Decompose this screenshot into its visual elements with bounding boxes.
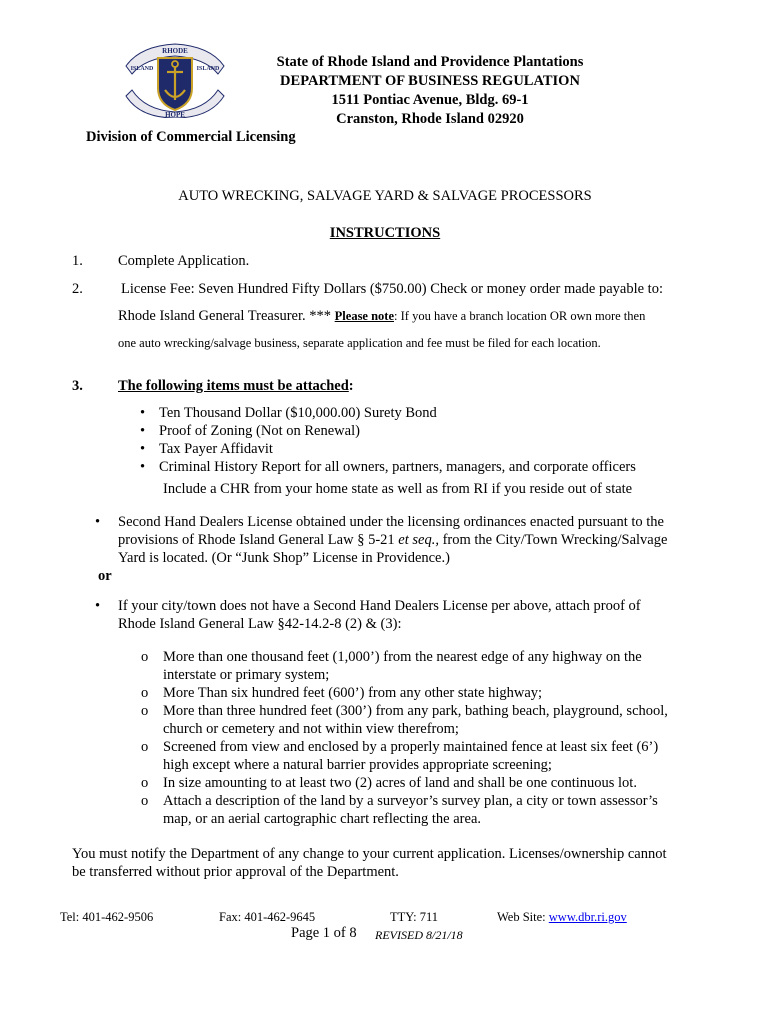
circle-bullet-icon: o: [141, 739, 149, 755]
item-2-line-2b: : If you have a branch location OR own more then: [394, 309, 646, 323]
please-note-label: Please note: [334, 309, 395, 323]
division-name: Division of Commercial Licensing: [86, 129, 296, 145]
footer-website: [497, 910, 627, 925]
no-license-line-1: If your city/town does not have a Second Hand Dealers License per above, attach proof of: [118, 598, 641, 614]
list-item: [141, 792, 668, 810]
instructions-heading: INSTRUCTIONS: [329, 225, 441, 241]
notice-line-2: be transferred without prior approval of the Department.: [72, 864, 399, 880]
item-2-number: 2.: [72, 281, 83, 297]
circle-bullet-icon: o: [141, 649, 149, 665]
bullet-second-hand: •: [95, 514, 101, 530]
footer-web-label: Web Site:: [497, 910, 549, 924]
second-hand-line-2a: provisions of Rhode Island General Law § 5-21: [118, 532, 399, 548]
circle-bullet-icon: o: [141, 793, 149, 809]
header-line-state: State of Rhode Island and Providence Plantations: [276, 54, 584, 70]
revised-date: REVISED 8/21/18: [375, 928, 463, 942]
page-number: Page 1 of 8: [291, 925, 357, 941]
footer-fax: Fax: 401-462-9645: [219, 910, 316, 924]
header-line-address: 1511 Pontiac Avenue, Bldg. 69-1: [331, 92, 529, 108]
list-item-continuation: map, or an aerial cartographic chart reflecting the area.: [163, 811, 482, 827]
item-3-heading: [118, 377, 354, 395]
criteria-text: More than three hundred feet (300’) from any park, bathing beach, playground, school,: [163, 703, 668, 719]
bullet-no-license: •: [95, 598, 101, 614]
second-hand-line-3: Yard is located. (Or “Junk Shop” License in Providence.): [118, 550, 450, 566]
or-separator: or: [98, 568, 112, 584]
item-1-number: 1.: [72, 253, 83, 269]
criteria-text: Attach a description of the land by a surveyor’s survey plan, a city or town assessor’s: [163, 793, 658, 809]
circle-bullet-icon: o: [141, 775, 149, 791]
item-1-text: Complete Application.: [118, 253, 250, 269]
list-item-continuation: church or cemetery and not within view therefrom;: [163, 721, 459, 737]
seal-right-text: ISLAND: [196, 66, 220, 72]
header-line-city: Cranston, Rhode Island 02920: [336, 111, 524, 127]
seal-top-text: RHODE: [162, 47, 188, 55]
list-item: [141, 684, 668, 702]
list-item: [141, 774, 668, 792]
list-item: [141, 648, 668, 666]
et-seq-text: et seq.,: [398, 532, 439, 548]
list-item: • Tax Payer Affidavit: [137, 440, 636, 458]
criteria-list: [141, 648, 668, 828]
seal-left-text: ISLAND: [130, 66, 154, 72]
footer-tty: TTY: 711: [390, 910, 439, 924]
item-2-line-2: [118, 307, 645, 325]
attachments-list: [137, 404, 636, 476]
list-item: • Proof of Zoning (Not on Renewal): [137, 422, 636, 440]
circle-bullet-icon: o: [141, 685, 149, 701]
chr-note: Include a CHR from your home state as well as from RI if you reside out of state: [163, 481, 633, 497]
no-license-line-2: Rhode Island General Law §42-14.2-8 (2) & (3):: [118, 616, 402, 632]
criteria-text: More than one thousand feet (1,000’) from the nearest edge of any highway on the: [163, 649, 642, 665]
criteria-text: More Than six hundred feet (600’) from any other state highway;: [163, 685, 543, 701]
criteria-text: In size amounting to at least two (2) acres of land and shall be one continuous lot.: [163, 775, 637, 791]
list-item: [141, 738, 668, 756]
rhode-island-seal-icon: [120, 38, 230, 118]
footer-tel: Tel: 401-462-9506: [60, 910, 154, 924]
list-item-continuation: high except where a natural barrier provides appropriate screening;: [163, 757, 552, 773]
seal-bottom-text: HOPE: [165, 111, 185, 118]
website-link[interactable]: www.dbr.ri.gov: [548, 910, 627, 924]
item-2-line-2a: Rhode Island General Treasurer. ***: [118, 308, 335, 324]
item-3-heading-colon: :: [348, 378, 354, 394]
item-2-line-3: one auto wrecking/salvage business, separate application and fee must be filed for each location.: [118, 336, 601, 350]
notice-line-1: You must notify the Department of any change to your current application. Licenses/ownership cannot: [72, 846, 667, 862]
circle-bullet-icon: o: [141, 703, 149, 719]
item-2-line-1: License Fee: Seven Hundred Fifty Dollars ($750.00) Check or money order made payable to:: [121, 281, 663, 297]
second-hand-line-2: [118, 531, 667, 549]
criteria-text: Screened from view and enclosed by a properly maintained fence at least six feet (6’): [163, 739, 659, 755]
document-title: AUTO WRECKING, SALVAGE YARD & SALVAGE PROCESSORS: [178, 188, 592, 204]
item-3-heading-text: The following items must be attached: [118, 378, 349, 394]
item-3-number: 3.: [72, 378, 83, 394]
list-item-continuation: interstate or primary system;: [163, 667, 330, 683]
list-item: • Criminal History Report for all owners, partners, managers, and corporate officers: [137, 458, 636, 476]
list-item: • Ten Thousand Dollar ($10,000.00) Surety Bond: [137, 404, 636, 422]
second-hand-line-1: Second Hand Dealers License obtained under the licensing ordinances enacted pursuant to the: [118, 514, 664, 530]
second-hand-line-2b: from the City/Town Wrecking/Salvage: [438, 532, 668, 548]
list-item: [141, 702, 668, 720]
header-line-department: DEPARTMENT OF BUSINESS REGULATION: [280, 73, 580, 89]
